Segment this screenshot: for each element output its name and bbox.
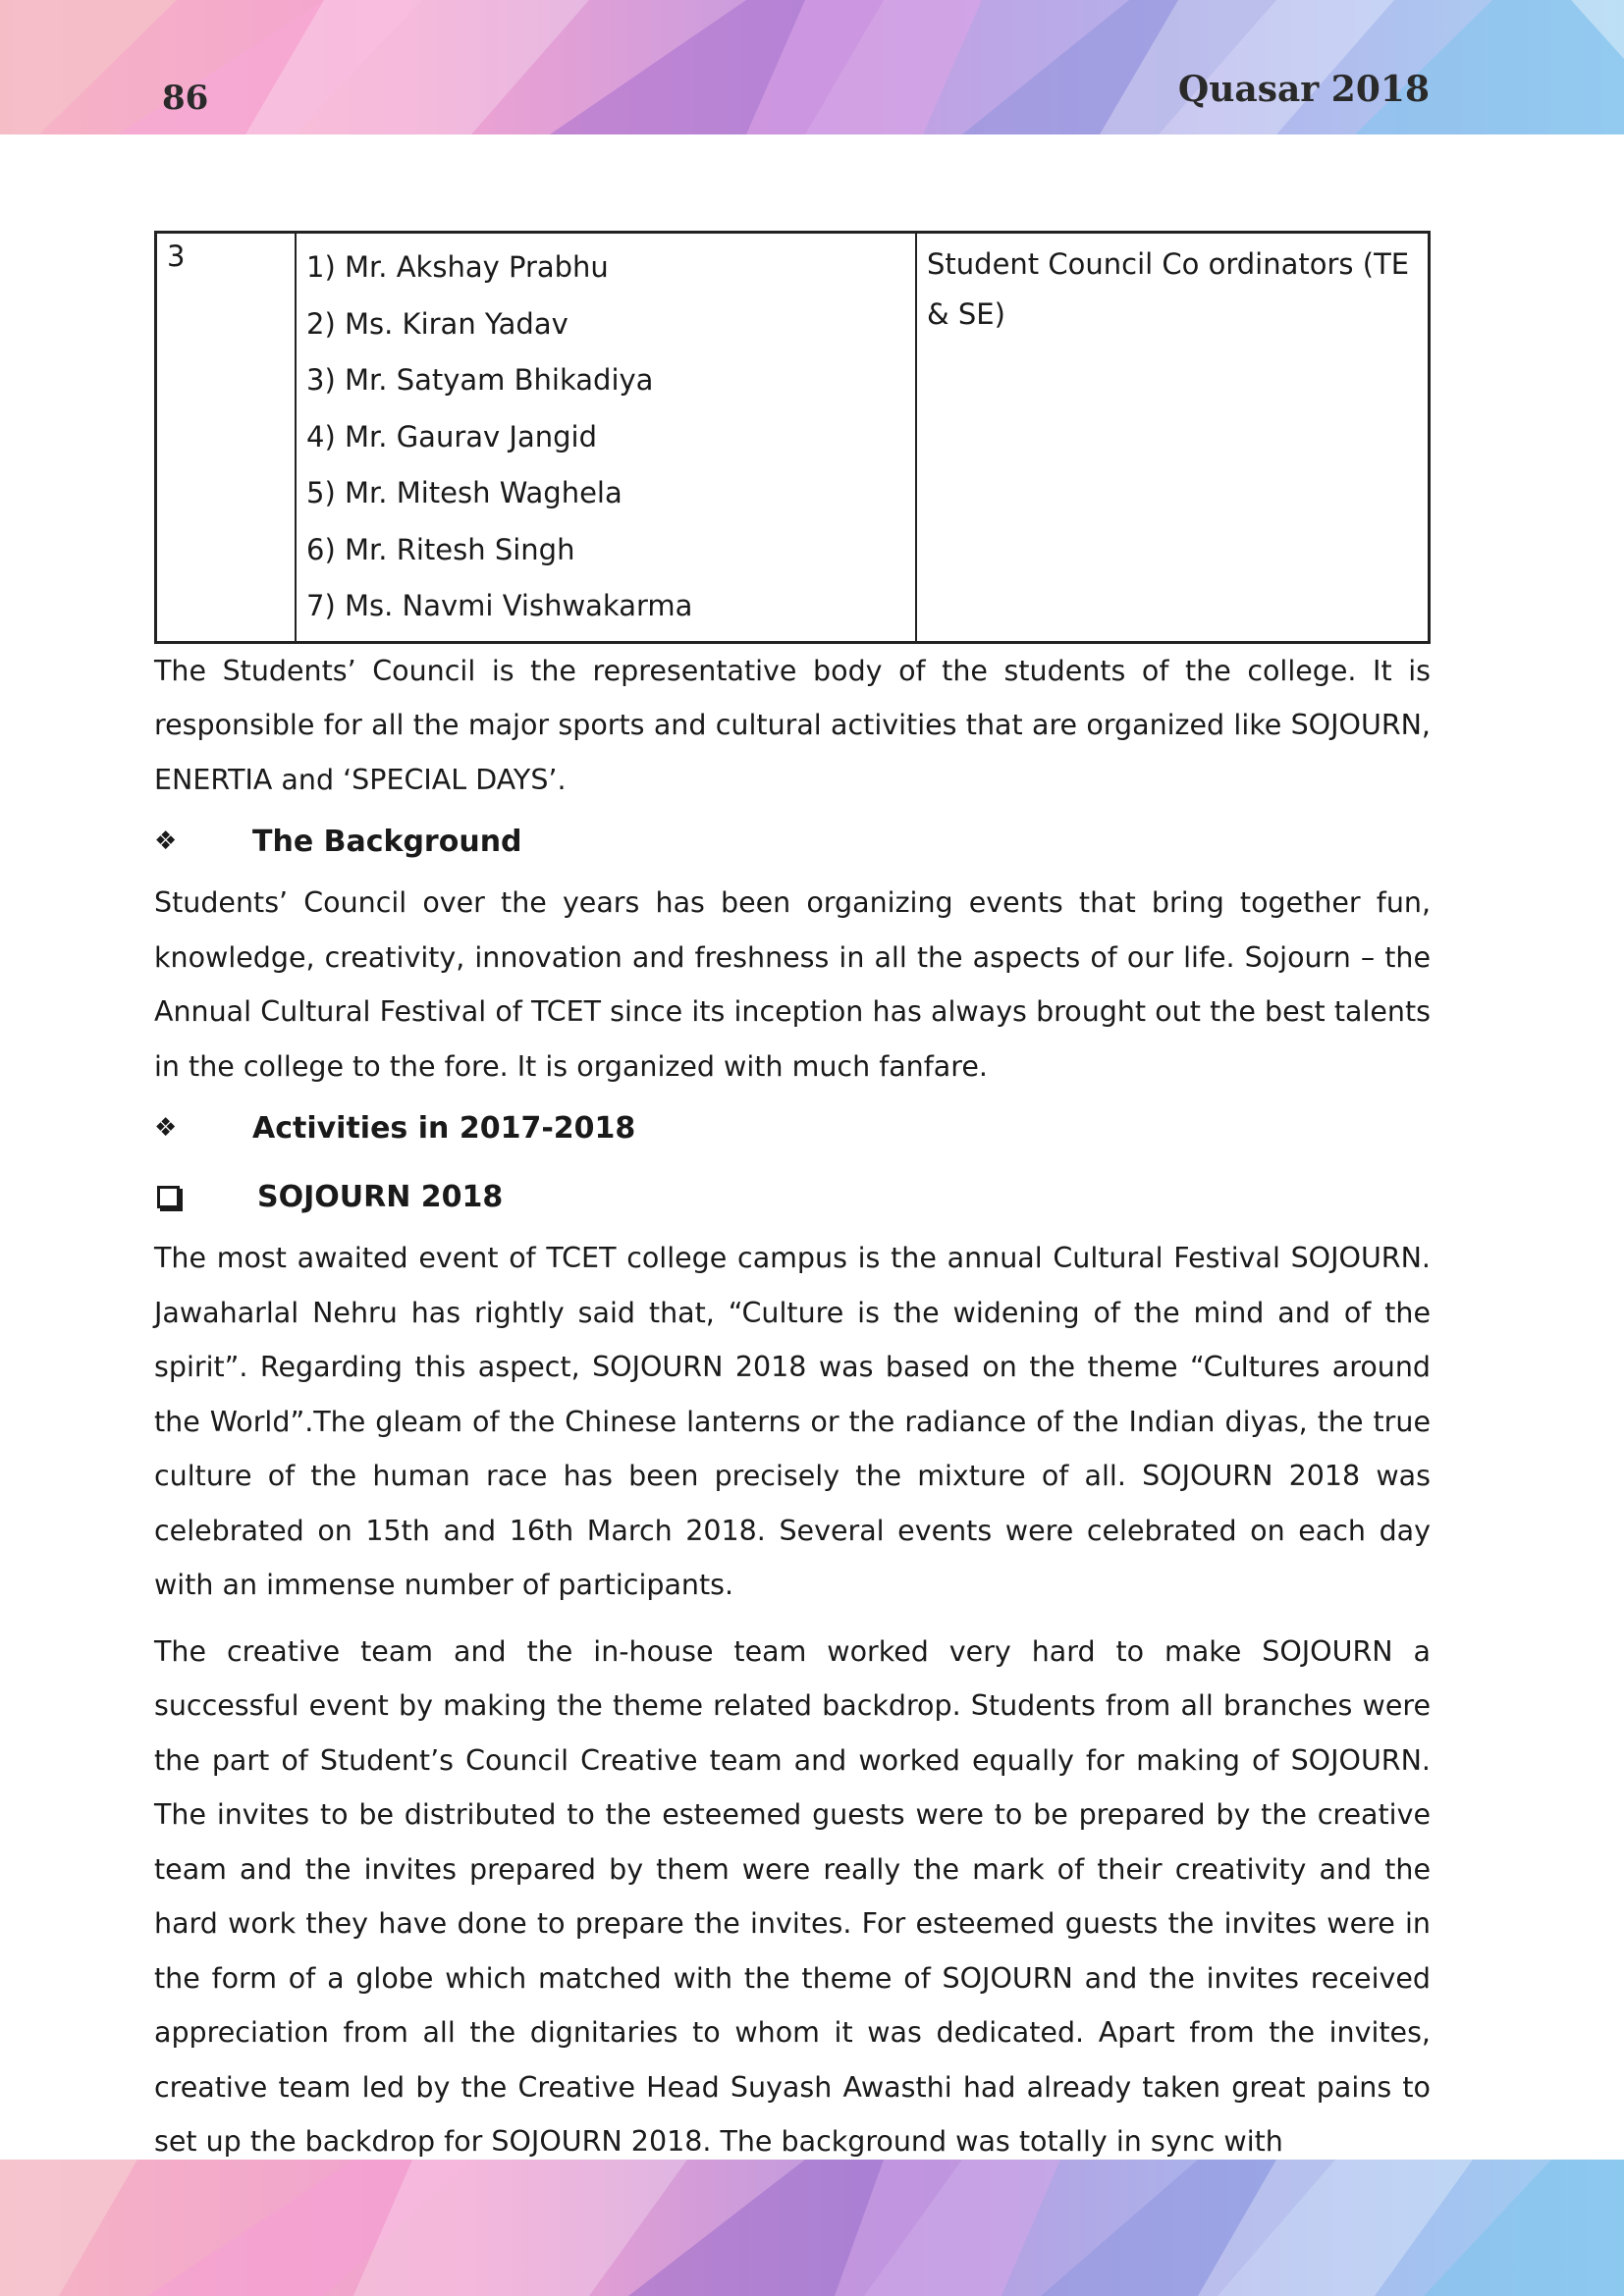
- section-heading-sojourn: [154, 1162, 1431, 1231]
- sojourn-paragraph-2: The creative team and the in-house team worked very hard to make SOJOURN a successful event by making the theme related backdrop. Students from all branches were the part of Student’s Council Creative team and worked equally for making of SOJOURN. The invites to be distributed to the esteemed guests were to be prepared by the creative team and the invites prepared by them were really the mark of their creativity and the hard work they have done to prepare the invites. For esteemed guests the invites were in the form of a globe which matched with the theme of SOJOURN and the invites received appreciation from all the dignitaries to whom it was dedicated. Apart from the invites, creative team led by the Creative Head Suyash Awasthi had already taken great pains to set up the backdrop for SOJOURN 2018. The background was totally in sync with: [154, 1634, 1431, 2158]
- member-name: 7) Ms. Navmi Vishwakarma: [306, 589, 693, 622]
- heading-text: SOJOURN 2018: [257, 1179, 504, 1214]
- heading-text: The Background: [252, 824, 522, 859]
- footer-decorative-band: [0, 2160, 1624, 2296]
- member-name: 6) Mr. Ritesh Singh: [306, 532, 575, 566]
- page-number: 86: [162, 79, 209, 118]
- member-name: 1) Mr. Akshay Prabhu: [306, 250, 609, 284]
- sojourn-paragraph-1: The most awaited event of TCET college campus is the annual Cultural Festival SOJOURN. Jawaharlal Nehru has rightly said that, “Culture is the widening of the mind and of the spirit”. Regarding this aspect, SOJOURN 2018 was based on the theme “Cultures around the World”.The gleam of the Chinese lanterns or the radiance of the Indian diyas, the true culture of the human race has been precisely the mixture of all. SOJOURN 2018 was celebrated on 15th and 16th March 2018. Several events were celebrated on each day with an immense number of participants.: [154, 1242, 1431, 1601]
- background-paragraph: Students’ Council over the years has been organizing events that bring together fun, knowledge, creativity, innovation and freshness in all the aspects of our life. Sojourn – the Annual Cultural Festival of TCET since its inception has always brought out the best talents in the college to the fore. It is organized with much fanfare.: [154, 886, 1431, 1083]
- member-name: 4) Mr. Gaurav Jangid: [306, 419, 597, 454]
- member-name: 2) Ms. Kiran Yadav: [306, 306, 568, 341]
- table-cell-role: Student Council Co ordinators (TE & SE): [916, 233, 1430, 643]
- diamond-bullet-icon: ❖: [154, 1113, 178, 1143]
- section-heading-activities: [154, 1094, 1431, 1162]
- table-cell-names: [296, 233, 916, 643]
- member-name: 3) Mr. Satyam Bhikadiya: [306, 363, 654, 397]
- intro-paragraph: The Students’ Council is the representative body of the students of the college. It is responsible for all the major sports and cultural activities that are organized like SOJOURN, ENERTIA and ‘SPECIAL DAYS’.: [154, 654, 1431, 796]
- header-decorative-band: [0, 0, 1624, 134]
- square-bullet-icon: [157, 1186, 180, 1208]
- table-row: [156, 233, 1430, 643]
- council-members-table: [154, 231, 1431, 644]
- running-title: Quasar 2018: [1177, 69, 1430, 110]
- table-cell-number: 3: [156, 233, 297, 643]
- heading-text: Activities in 2017-2018: [252, 1110, 636, 1146]
- member-name: 5) Mr. Mitesh Waghela: [306, 476, 623, 509]
- diamond-bullet-icon: ❖: [154, 827, 178, 856]
- page-content: [154, 231, 1431, 2169]
- section-heading-background: [154, 807, 1431, 876]
